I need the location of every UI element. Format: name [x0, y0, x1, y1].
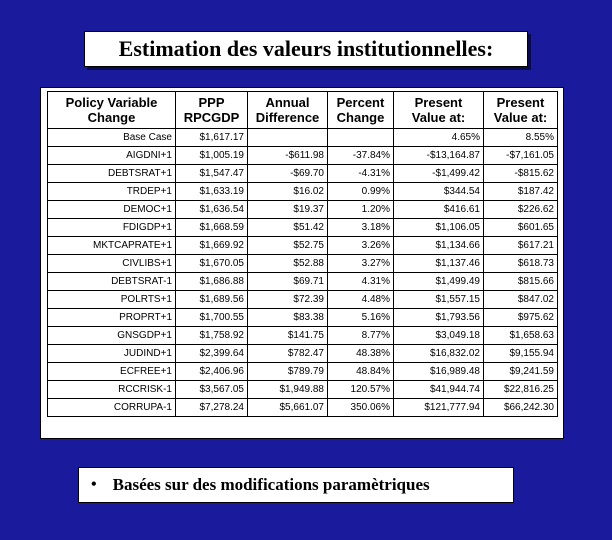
cell-annual-difference: $16.02: [248, 183, 328, 201]
table-row: [48, 327, 558, 345]
cell-present-value-1: -$1,499.42: [394, 165, 484, 183]
cell-ppp-rpcgdp: $1,547.47: [176, 165, 248, 183]
cell-annual-difference: $52.88: [248, 255, 328, 273]
cell-annual-difference: -$611.98: [248, 147, 328, 165]
cell-present-value-2: $22,816.25: [484, 381, 558, 399]
cell-present-value-2: $9,155.94: [484, 345, 558, 363]
cell-present-value-1: -$13,164.87: [394, 147, 484, 165]
cell-present-value-1: $3,049.18: [394, 327, 484, 345]
cell-ppp-rpcgdp: $1,633.19: [176, 183, 248, 201]
cell-ppp-rpcgdp: $1,689.56: [176, 291, 248, 309]
table-row: [48, 381, 558, 399]
cell-ppp-rpcgdp: $1,617.17: [176, 129, 248, 147]
cell-policy-variable: PROPRT+1: [48, 309, 176, 327]
cell-ppp-rpcgdp: $1,670.05: [176, 255, 248, 273]
cell-present-value-2: 8.55%: [484, 129, 558, 147]
cell-ppp-rpcgdp: $2,399.64: [176, 345, 248, 363]
cell-annual-difference: $141.75: [248, 327, 328, 345]
cell-present-value-2: $618.73: [484, 255, 558, 273]
cell-percent-change: 8.77%: [328, 327, 394, 345]
bullet-text: Basées sur des modifications paramètriques: [112, 475, 430, 494]
table-body: [48, 129, 558, 417]
cell-present-value-1: $1,499.49: [394, 273, 484, 291]
cell-present-value-1: $16,989.48: [394, 363, 484, 381]
cell-present-value-2: $975.62: [484, 309, 558, 327]
cell-ppp-rpcgdp: $2,406.96: [176, 363, 248, 381]
table-row: [48, 183, 558, 201]
header-ppp-rpcgdp: PPP RPCGDP: [176, 92, 248, 129]
cell-percent-change: 48.38%: [328, 345, 394, 363]
cell-annual-difference: $51.42: [248, 219, 328, 237]
institutional-values-table: [47, 91, 558, 417]
table-row: [48, 399, 558, 417]
header-policy-variable-change: Policy Variable Change: [48, 92, 176, 129]
cell-annual-difference: $782.47: [248, 345, 328, 363]
cell-present-value-1: $416.61: [394, 201, 484, 219]
cell-policy-variable: Base Case: [48, 129, 176, 147]
cell-percent-change: 120.57%: [328, 381, 394, 399]
table-row: [48, 345, 558, 363]
cell-ppp-rpcgdp: $1,686.88: [176, 273, 248, 291]
table-header-row: [48, 92, 558, 129]
cell-percent-change: [328, 129, 394, 147]
cell-percent-change: 48.84%: [328, 363, 394, 381]
cell-percent-change: 4.31%: [328, 273, 394, 291]
cell-ppp-rpcgdp: $1,758.92: [176, 327, 248, 345]
cell-ppp-rpcgdp: $1,668.59: [176, 219, 248, 237]
cell-present-value-2: $847.02: [484, 291, 558, 309]
cell-present-value-1: $1,106.05: [394, 219, 484, 237]
bullet-box: [78, 467, 514, 503]
cell-present-value-1: $344.54: [394, 183, 484, 201]
cell-percent-change: 0.99%: [328, 183, 394, 201]
cell-policy-variable: FDIGDP+1: [48, 219, 176, 237]
cell-percent-change: 5.16%: [328, 309, 394, 327]
cell-annual-difference: $1,949.88: [248, 381, 328, 399]
cell-annual-difference: -$69.70: [248, 165, 328, 183]
cell-annual-difference: $52.75: [248, 237, 328, 255]
cell-present-value-2: $815.66: [484, 273, 558, 291]
cell-policy-variable: MKTCAPRATE+1: [48, 237, 176, 255]
cell-policy-variable: DEBTSRAT+1: [48, 165, 176, 183]
cell-ppp-rpcgdp: $7,278.24: [176, 399, 248, 417]
cell-present-value-1: $1,134.66: [394, 237, 484, 255]
cell-present-value-2: $66,242.30: [484, 399, 558, 417]
table-row: [48, 165, 558, 183]
cell-percent-change: 3.27%: [328, 255, 394, 273]
cell-policy-variable: POLRTS+1: [48, 291, 176, 309]
cell-present-value-2: $226.62: [484, 201, 558, 219]
table-row: [48, 309, 558, 327]
bullet-point: •: [91, 476, 97, 493]
table-panel: [40, 87, 564, 439]
cell-percent-change: 4.48%: [328, 291, 394, 309]
cell-percent-change: -37.84%: [328, 147, 394, 165]
title-box: [84, 31, 528, 67]
cell-percent-change: 1.20%: [328, 201, 394, 219]
cell-ppp-rpcgdp: $3,567.05: [176, 381, 248, 399]
cell-annual-difference: $83.38: [248, 309, 328, 327]
table-row: [48, 291, 558, 309]
cell-present-value-1: $41,944.74: [394, 381, 484, 399]
cell-policy-variable: AIGDNI+1: [48, 147, 176, 165]
table-row: [48, 129, 558, 147]
cell-annual-difference: $789.79: [248, 363, 328, 381]
cell-policy-variable: JUDIND+1: [48, 345, 176, 363]
table-row: [48, 219, 558, 237]
cell-policy-variable: DEBTSRAT-1: [48, 273, 176, 291]
cell-percent-change: -4.31%: [328, 165, 394, 183]
cell-present-value-1: $1,557.15: [394, 291, 484, 309]
cell-annual-difference: [248, 129, 328, 147]
cell-policy-variable: GNSGDP+1: [48, 327, 176, 345]
header-percent-change: Percent Change: [328, 92, 394, 129]
cell-present-value-2: -$815.62: [484, 165, 558, 183]
cell-present-value-1: 4.65%: [394, 129, 484, 147]
cell-ppp-rpcgdp: $1,636.54: [176, 201, 248, 219]
cell-ppp-rpcgdp: $1,700.55: [176, 309, 248, 327]
cell-policy-variable: DEMOC+1: [48, 201, 176, 219]
cell-annual-difference: $72.39: [248, 291, 328, 309]
header-present-value-2: Present Value at:: [484, 92, 558, 129]
cell-policy-variable: ECFREE+1: [48, 363, 176, 381]
header-present-value-1: Present Value at:: [394, 92, 484, 129]
cell-percent-change: 3.18%: [328, 219, 394, 237]
cell-percent-change: 3.26%: [328, 237, 394, 255]
cell-ppp-rpcgdp: $1,005.19: [176, 147, 248, 165]
cell-present-value-1: $1,137.46: [394, 255, 484, 273]
cell-present-value-1: $16,832.02: [394, 345, 484, 363]
cell-present-value-2: $9,241.59: [484, 363, 558, 381]
cell-present-value-2: $601.65: [484, 219, 558, 237]
table-row: [48, 363, 558, 381]
header-annual-difference: Annual Difference: [248, 92, 328, 129]
slide-title: Estimation des valeurs institutionnelles:: [118, 36, 494, 61]
cell-annual-difference: $69.71: [248, 273, 328, 291]
cell-present-value-1: $121,777.94: [394, 399, 484, 417]
table-row: [48, 237, 558, 255]
cell-annual-difference: $19.37: [248, 201, 328, 219]
table-row: [48, 147, 558, 165]
cell-policy-variable: CIVLIBS+1: [48, 255, 176, 273]
cell-ppp-rpcgdp: $1,669.92: [176, 237, 248, 255]
cell-percent-change: 350.06%: [328, 399, 394, 417]
table-row: [48, 255, 558, 273]
cell-present-value-2: $1,658.63: [484, 327, 558, 345]
cell-present-value-1: $1,793.56: [394, 309, 484, 327]
cell-present-value-2: -$7,161.05: [484, 147, 558, 165]
cell-present-value-2: $617.21: [484, 237, 558, 255]
cell-policy-variable: TRDEP+1: [48, 183, 176, 201]
table-row: [48, 201, 558, 219]
cell-annual-difference: $5,661.07: [248, 399, 328, 417]
cell-policy-variable: RCCRISK-1: [48, 381, 176, 399]
cell-policy-variable: CORRUPA-1: [48, 399, 176, 417]
cell-present-value-2: $187.42: [484, 183, 558, 201]
table-row: [48, 273, 558, 291]
